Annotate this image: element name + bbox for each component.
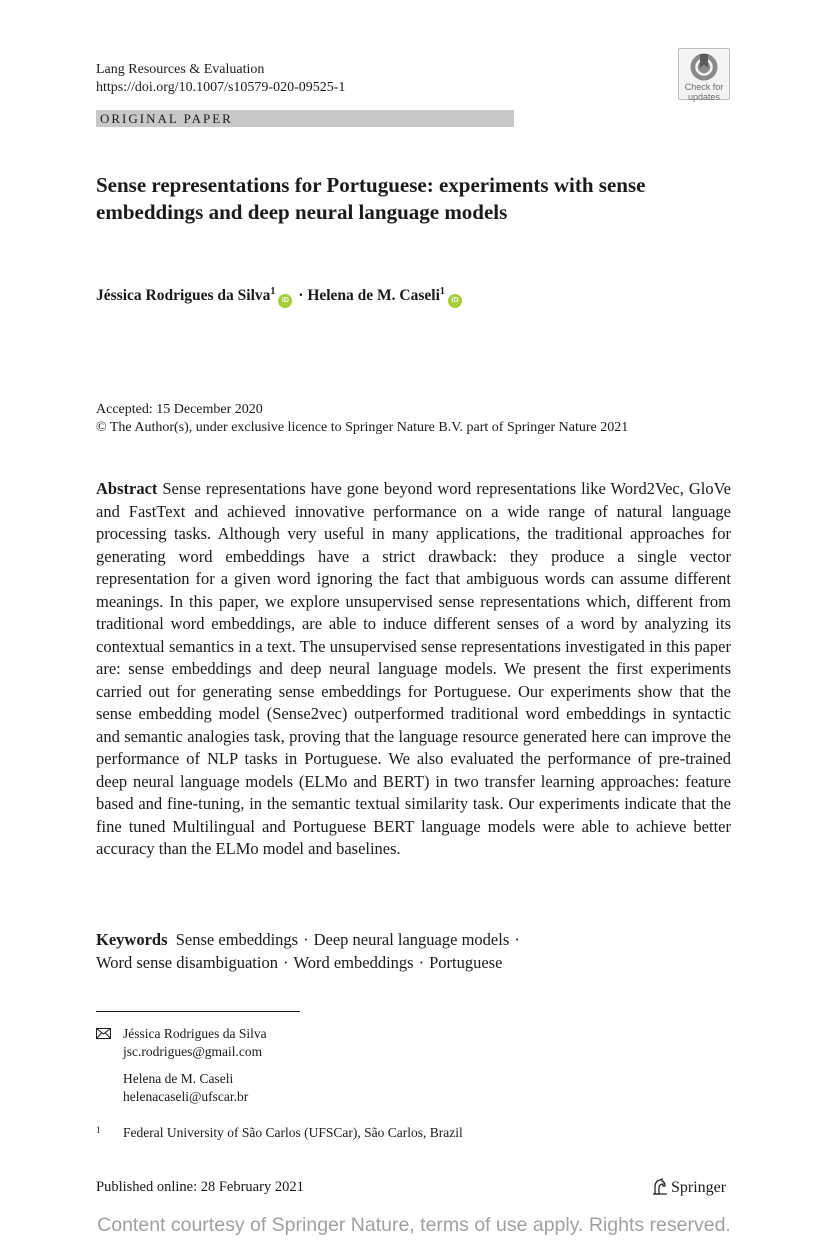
keyword-item: Word sense disambiguation xyxy=(96,953,278,972)
orcid-icon[interactable]: iD xyxy=(278,294,292,308)
abstract-label: Abstract xyxy=(96,479,158,498)
keyword-separator: · xyxy=(282,953,289,972)
correspondent-name: Helena de M. Caseli xyxy=(123,1071,234,1086)
abstract-text: Sense representations have gone beyond word representations like Word2Vec, GloVe and FastText and achieved innovative performance on a wide range of natural language processing tasks. Although very useful in many applications, the traditional approaches for generating word embeddings have a strict drawback: they produce a single vector representation for a given word ignoring the fact that ambiguous words can assume different meanings. In this paper, we explore unsupervised sense representations which, different from traditional word embeddings, are able to induce different senses of a word by analyzing its contextual semantics in a text. The unsupervised sense representations investigated in this paper are: sense embeddings and deep neural language models. We present the first experiments carried out for generating sense embeddings for Portuguese. Our experiments show that the sense embedding model (Sense2vec) outperformed traditional word embeddings in syntactic and semantic analogies task, proving that the language resource generated here can improve the performance of NLP tasks in Portuguese. We also evaluated the performance of pre-trained deep neural language models (ELMo and BERT) in two transfer learning approaches: feature based and fine-tuning, in the semantic textual similarity task. Our experiments indicate that the fine tuned Multilingual and Portuguese BERT language models were able to achieve better accuracy than the ELMo model and baselines. xyxy=(96,479,731,858)
article-type-bar: ORIGINAL PAPER xyxy=(96,110,514,127)
keyword-item: Deep neural language models xyxy=(313,930,510,949)
abstract xyxy=(96,478,731,861)
orcid-icon[interactable]: iD xyxy=(448,294,462,308)
check-for-updates-line2: updates xyxy=(687,92,721,102)
author-name[interactable]: Helena de M. Caseli xyxy=(307,287,440,305)
keywords xyxy=(96,928,736,974)
affiliation-number: 1 xyxy=(96,1125,101,1135)
author-line xyxy=(96,282,464,308)
author-separator: · xyxy=(298,287,304,305)
check-for-updates-line1: Check for xyxy=(684,82,724,92)
keyword-separator: · xyxy=(514,930,520,949)
published-date: Published online: 28 February 2021 xyxy=(96,1179,304,1195)
keyword-item: Portuguese xyxy=(429,953,503,972)
check-for-updates-badge[interactable] xyxy=(678,48,730,100)
keyword-item: Sense embeddings xyxy=(175,930,299,949)
envelope-icon xyxy=(96,1028,111,1039)
journal-header xyxy=(96,61,345,97)
affiliation-text: Federal University of São Carlos (UFSCar), São Carlos, Brazil xyxy=(123,1125,463,1140)
correspondent-name: Jéssica Rodrigues da Silva xyxy=(123,1026,267,1041)
keyword-item: Word embeddings xyxy=(293,953,414,972)
copyright-notice: © The Author(s), under exclusive licence to Springer Nature B.V. part of Springer Nature 2021 xyxy=(96,420,629,435)
publisher-name: Springer xyxy=(671,1179,727,1196)
springer-horse-icon xyxy=(652,1178,668,1195)
correspondent-email[interactable]: helenacaseli@ufscar.br xyxy=(123,1088,249,1104)
correspondence-block xyxy=(96,1025,596,1105)
journal-name: Lang Resources & Evaluation xyxy=(96,62,265,77)
correspondent-email[interactable]: jsc.rodrigues@gmail.com xyxy=(123,1043,263,1059)
author-affil-mark: 1 xyxy=(270,286,276,297)
footnote-rule xyxy=(96,1011,300,1012)
affiliation xyxy=(96,1124,596,1142)
keywords-label: Keywords xyxy=(96,930,168,949)
author-affil-mark: 1 xyxy=(439,286,445,297)
keyword-separator: · xyxy=(418,953,425,972)
publication-meta xyxy=(96,401,628,437)
publisher-logo[interactable] xyxy=(652,1178,726,1197)
keyword-separator: · xyxy=(303,930,309,949)
paper-title: Sense representations for Portuguese: experiments with sense embeddings and deep neural language models xyxy=(96,173,646,224)
doi-link[interactable]: https://doi.org/10.1007/s10579-020-09525-1 xyxy=(96,80,346,95)
courtesy-watermark: Content courtesy of Springer Nature, terms of use apply. Rights reserved. xyxy=(97,1214,731,1236)
accepted-date: Accepted: 15 December 2020 xyxy=(96,402,263,417)
bookmark-refresh-icon xyxy=(689,52,719,82)
author-name[interactable]: Jéssica Rodrigues da Silva xyxy=(96,287,271,305)
